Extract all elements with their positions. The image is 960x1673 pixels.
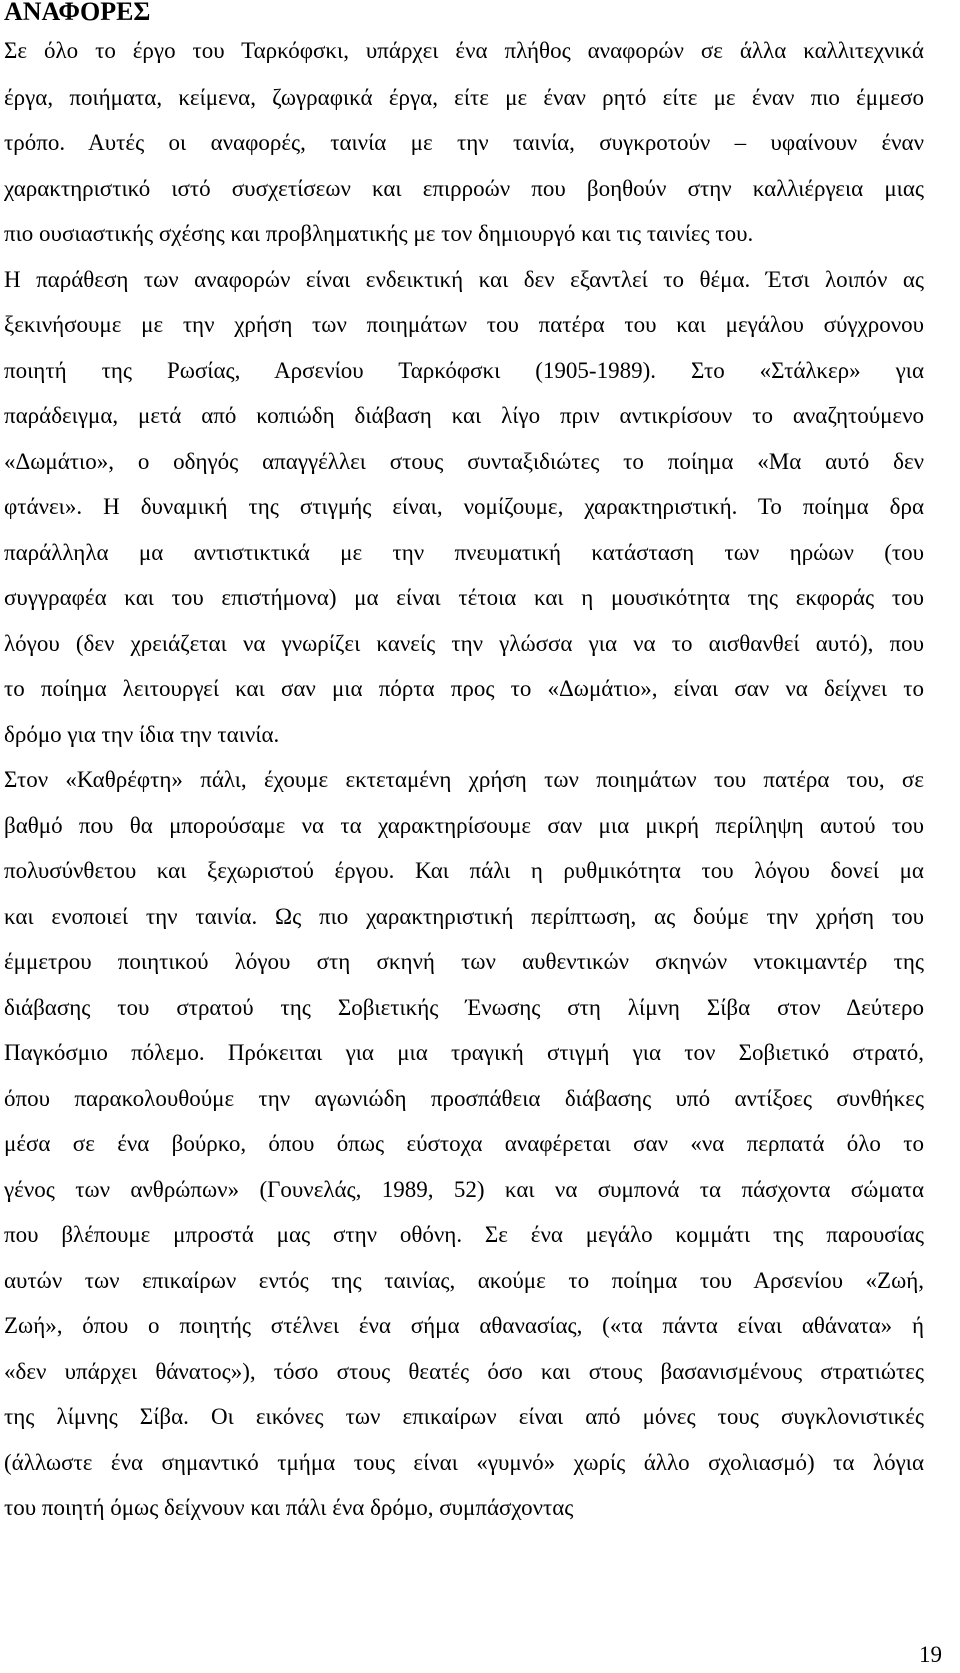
text-line: Σε όλο το έργο του Ταρκόφσκι, υπάρχει ένα πλήθος αναφορών σε άλλα καλλιτεχνικά — [4, 38, 924, 63]
page-number: 19 — [919, 1642, 942, 1667]
text-line: πολυσύνθετου και ξεχωριστού έργου. Και πάλι η ρυθμικότητα του λόγου δονεί μα — [4, 858, 924, 883]
text-line: ξεκινήσουμε με την χρήση των ποιημάτων του πατέρα του και μεγάλου σύγχρονου — [4, 312, 924, 337]
text-line: το ποίημα λειτουργεί και σαν μια πόρτα προς το «Δωμάτιο», είναι σαν να δείχνει το — [4, 676, 924, 701]
text-line: μέσα σε ένα βούρκο, όπου όπως εύστοχα αναφέρεται σαν «να περπατά όλο το — [4, 1131, 924, 1156]
text-line: παράλληλα μα αντιστικτικά με την πνευματική κατάσταση των ηρώων (του — [4, 540, 924, 565]
text-line: Ζωή», όπου ο ποιητής στέλνει ένα σήμα αθανασίας, («τα πάντα είναι αθάνατα» ή — [4, 1313, 924, 1338]
text-line: (άλλωστε ένα σημαντικό τμήμα τους είναι «γυμνό» χωρίς άλλο σχολιασμό) τα λόγια — [4, 1450, 924, 1475]
text-line: συγγραφέα και του επιστήμονα) μα είναι τέτοια και η μουσικότητα της εκφοράς του — [4, 585, 924, 610]
text-line: φτάνει». Η δυναμική της στιγμής είναι, νομίζουμε, χαρακτηριστική. Το ποίημα δρα — [4, 494, 924, 519]
text-line: ποιητή της Ρωσίας, Αρσενίου Ταρκόφσκι (1905-1989). Στο «Στάλκερ» για — [4, 358, 924, 383]
text-line: «Δωμάτιο», ο οδηγός απαγγέλλει στους συνταξιδιώτες το ποίημα «Μα αυτό δεν — [4, 449, 924, 474]
section-heading: ΑΝΑΦΟΡΕΣ — [4, 0, 151, 26]
text-line: «δεν υπάρχει θάνατος»), τόσο στους θεατές όσο και στους βασανισμένους στρατιώτες — [4, 1359, 924, 1384]
text-line: δρόμο για την ίδια την ταινία. — [4, 722, 280, 747]
text-line: παράδειγμα, μετά από κοπιώδη διάβαση και λίγο πριν αντικρίσουν το αναζητούμενο — [4, 403, 924, 428]
text-line: που βλέπουμε μπροστά μας στην οθόνη. Σε ένα μεγάλο κομμάτι της παρουσίας — [4, 1222, 924, 1247]
text-line: όπου παρακολουθούμε την αγωνιώδη προσπάθεια διάβασης υπό αντίξοες συνθήκες — [4, 1086, 924, 1111]
text-line: διάβασης του στρατού της Σοβιετικής Ένωσης στη λίμνη Σίβα στον Δεύτερο — [4, 995, 924, 1020]
text-line: και ενοποιεί την ταινία. Ως πιο χαρακτηριστική περίπτωση, ας δούμε την χρήση του — [4, 904, 924, 929]
text-line: έμμετρου ποιητικού λόγου στη σκηνή των αυθεντικών σκηνών ντοκιμαντέρ της — [4, 949, 924, 974]
text-line: Παγκόσμιο πόλεμο. Πρόκειται για μια τραγική στιγμή για τον Σοβιετικό στρατό, — [4, 1040, 924, 1065]
text-line: Στον «Καθρέφτη» πάλι, έχουμε εκτεταμένη χρήση των ποιημάτων του πατέρα του, σε — [4, 767, 924, 792]
text-line: πιο ουσιαστικής σχέσης και προβληματικής με τον δημιουργό και τις ταινίες του. — [4, 221, 754, 246]
text-line: βαθμό που θα μπορούσαμε να τα χαρακτηρίσουμε σαν μια μικρή περίληψη αυτού του — [4, 813, 924, 838]
text-line: Η παράθεση των αναφορών είναι ενδεικτική και δεν εξαντλεί το θέμα. Έτσι λοιπόν ας — [4, 267, 924, 292]
text-line: χαρακτηριστικό ιστό συσχετίσεων και επιρροών που βοηθούν στην καλλιέργεια μιας — [4, 176, 924, 201]
text-line: της λίμνης Σίβα. Οι εικόνες των επικαίρων είναι από μόνες τους συγκλονιστικές — [4, 1404, 924, 1429]
text-line: του ποιητή όμως δείχνουν και πάλι ένα δρόμο, συμπάσχοντας — [4, 1495, 574, 1520]
text-line: έργα, ποιήματα, κείμενα, ζωγραφικά έργα, είτε με έναν ρητό είτε με έναν πιο έμμεσο — [4, 85, 924, 110]
text-line: τρόπο. Αυτές οι αναφορές, ταινία με την ταινία, συγκροτούν – υφαίνουν έναν — [4, 130, 924, 155]
text-line: αυτών των επικαίρων εντός της ταινίας, ακούμε το ποίημα του Αρσενίου «Ζωή, — [4, 1268, 924, 1293]
text-line: λόγου (δεν χρειάζεται να γνωρίζει κανείς την γλώσσα για να το αισθανθεί αυτό), που — [4, 631, 924, 656]
text-line: γένος των ανθρώπων» (Γουνελάς, 1989, 52) και να συμπονά τα πάσχοντα σώματα — [4, 1177, 924, 1202]
